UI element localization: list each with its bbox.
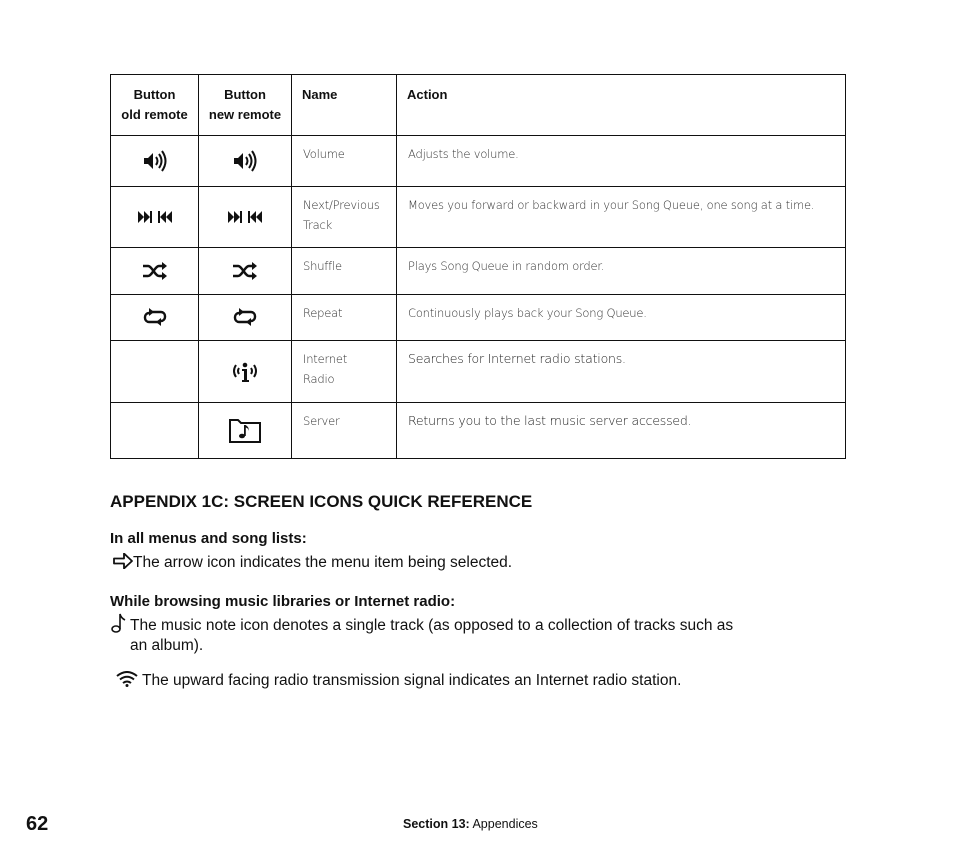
repeat-icon bbox=[232, 308, 258, 326]
header-new-remote: Button new remote bbox=[199, 75, 292, 136]
table-row bbox=[111, 248, 846, 295]
action-cell: Continuously plays back your Song Queue. bbox=[397, 295, 846, 341]
action-cell: Returns you to the last music server accessed. bbox=[397, 403, 846, 459]
volume-icon bbox=[232, 150, 258, 172]
old-remote-cell bbox=[111, 295, 199, 341]
note-description: The music note icon denotes a single track (as opposed to a collection of tracks such as bbox=[110, 613, 733, 637]
repeat-icon bbox=[142, 308, 168, 326]
table-row bbox=[111, 136, 846, 187]
action-cell: Adjusts the volume. bbox=[397, 136, 846, 187]
wifi-signal-icon bbox=[116, 671, 138, 687]
old-remote-cell bbox=[111, 403, 199, 459]
old-remote-cell bbox=[111, 187, 199, 248]
header-old-remote: Button old remote bbox=[111, 75, 199, 136]
button-reference-table bbox=[110, 74, 845, 460]
name-cell: Internet Radio bbox=[292, 341, 397, 403]
menus-heading: In all menus and song lists: bbox=[110, 530, 307, 547]
volume-icon bbox=[142, 150, 168, 172]
new-remote-cell bbox=[199, 136, 292, 187]
header-name: Name bbox=[292, 75, 397, 136]
footer-section: Section 13: Appendices bbox=[403, 817, 538, 831]
appendix-title: APPENDIX 1C: SCREEN ICONS QUICK REFERENCE bbox=[110, 492, 533, 511]
action-cell: Plays Song Queue in random order. bbox=[397, 248, 846, 295]
new-remote-cell bbox=[199, 403, 292, 459]
shuffle-icon bbox=[142, 262, 168, 280]
name-cell: Server bbox=[292, 403, 397, 459]
signal-description: The upward facing radio transmission signal indicates an Internet radio station. bbox=[116, 670, 681, 692]
next-previous-icon bbox=[227, 210, 263, 224]
table-header-row bbox=[111, 75, 846, 136]
arrow-icon bbox=[113, 553, 133, 569]
old-remote-cell bbox=[111, 248, 199, 295]
shuffle-icon bbox=[232, 262, 258, 280]
page-number: 62 bbox=[26, 813, 49, 835]
next-previous-icon bbox=[137, 210, 173, 224]
old-remote-cell bbox=[111, 136, 199, 187]
browsing-heading: While browsing music libraries or Internet radio: bbox=[110, 593, 456, 610]
table-row bbox=[111, 187, 846, 248]
new-remote-cell bbox=[199, 295, 292, 341]
name-cell: Repeat bbox=[292, 295, 397, 341]
action-cell: Moves you forward or backward in your Song Queue, one song at a time. bbox=[397, 187, 846, 248]
table-row bbox=[111, 295, 846, 341]
note-description-continued: an album). bbox=[130, 637, 204, 654]
name-cell: Volume bbox=[292, 136, 397, 187]
server-folder-icon bbox=[228, 418, 262, 444]
table-row bbox=[111, 403, 846, 459]
new-remote-cell bbox=[199, 341, 292, 403]
action-cell: Searches for Internet radio stations. bbox=[397, 341, 846, 403]
table-row bbox=[111, 341, 846, 403]
name-cell: Next/Previous Track bbox=[292, 187, 397, 248]
header-action: Action bbox=[397, 75, 846, 136]
internet-radio-icon bbox=[230, 360, 260, 384]
new-remote-cell bbox=[199, 248, 292, 295]
new-remote-cell bbox=[199, 187, 292, 248]
arrow-description: The arrow icon indicates the menu item being selected. bbox=[113, 552, 512, 574]
music-note-icon bbox=[110, 613, 126, 633]
old-remote-cell bbox=[111, 341, 199, 403]
name-cell: Shuffle bbox=[292, 248, 397, 295]
